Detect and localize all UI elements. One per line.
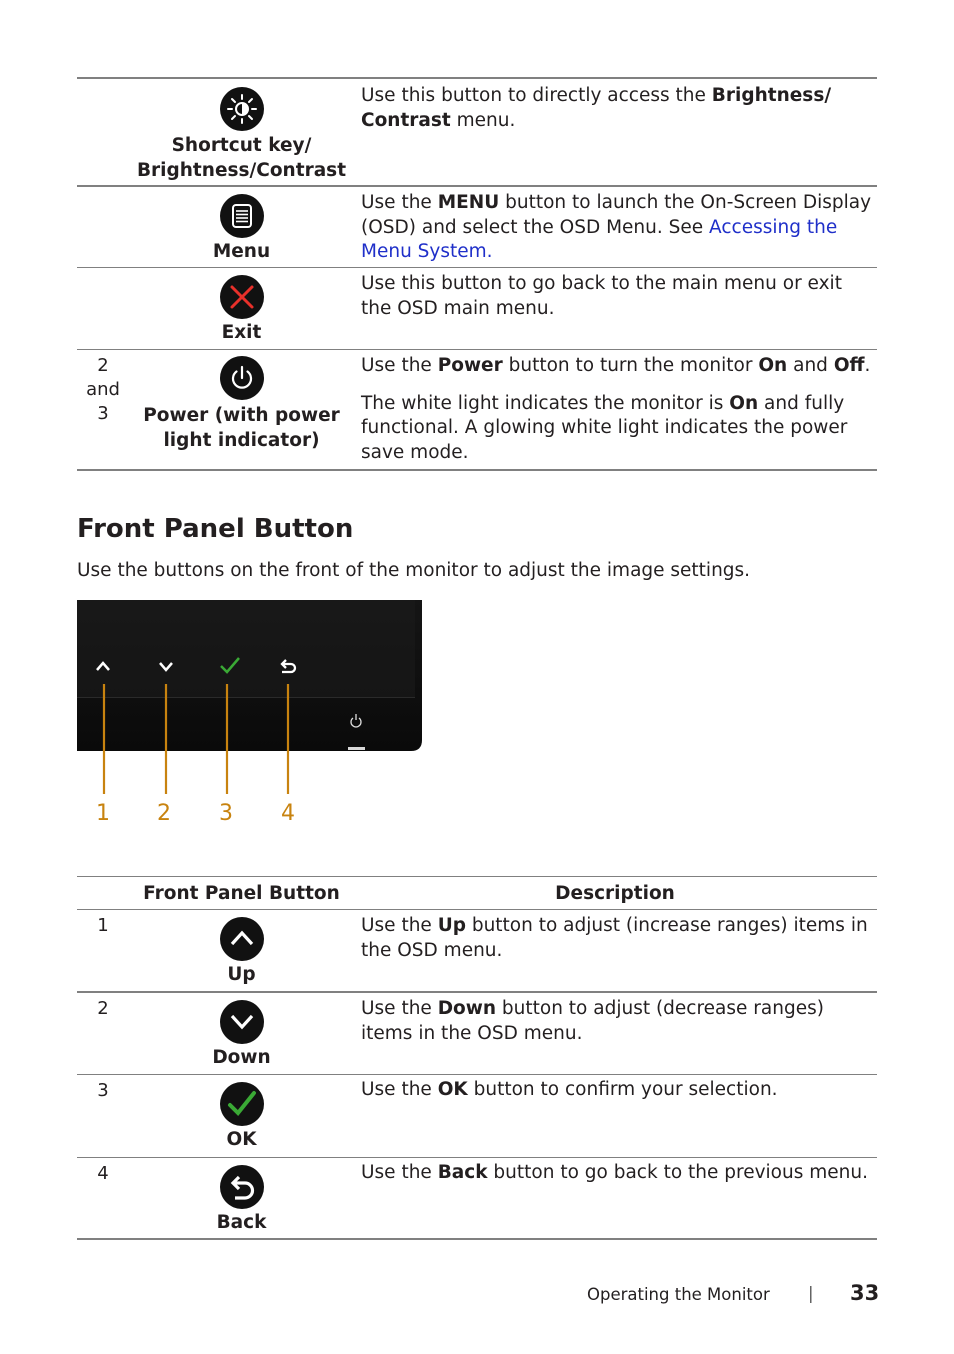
row-description: Use this button to go back to the main menu or exit the OSD main menu. xyxy=(361,273,842,319)
button-label: Power (with power light indicator) xyxy=(143,405,340,451)
callout-3: 3 xyxy=(219,801,233,826)
row-description: Use the Power button to turn the monitor On and Off. The white light indicates the monitor is On and fully functional. A glowing white light indicates the power save mode. xyxy=(361,355,871,463)
row-description: Use the Down button to adjust (decrease ranges) items in the OSD menu. xyxy=(361,998,824,1044)
row-number: 1 xyxy=(97,915,109,936)
table-row xyxy=(77,267,877,349)
table-row xyxy=(77,993,877,1075)
table-row xyxy=(77,185,877,267)
menu-icon xyxy=(219,193,265,239)
power-icon xyxy=(219,355,265,401)
row-description: Use the Up button to adjust (increase ranges) items in the OSD menu. xyxy=(361,915,868,961)
page-number: 33 xyxy=(850,1281,880,1305)
button-label: Exit xyxy=(221,322,262,343)
callout-2: 2 xyxy=(157,801,171,826)
front-panel-table xyxy=(77,876,877,1240)
button-label: OK xyxy=(226,1129,257,1150)
button-label: Up xyxy=(227,964,256,985)
button-label: Menu xyxy=(212,241,271,262)
section-title: Front Panel Button xyxy=(77,514,354,544)
table-row xyxy=(77,1075,877,1158)
header-front-panel-button: Front Panel Button xyxy=(143,883,340,904)
top-button-table xyxy=(77,77,877,471)
front-panel-photo xyxy=(77,600,427,830)
row-description: Use the OK button to confirm your selection. xyxy=(361,1079,778,1100)
close-icon xyxy=(219,274,265,320)
table-row xyxy=(77,1158,877,1240)
menu-system-link[interactable]: Accessing the Menu System xyxy=(361,216,838,262)
table-row xyxy=(77,77,877,185)
callout-4: 4 xyxy=(281,801,295,826)
row-description: Use the Back button to go back to the previous menu. xyxy=(361,1162,868,1183)
header-description: Description xyxy=(555,883,675,904)
row-number: 3 xyxy=(97,1080,109,1101)
footer-separator: | xyxy=(808,1284,814,1303)
row-description: Use the MENU button to launch the On-Screen Display (OSD) and select the OSD Menu. See Accessing the Menu System. xyxy=(361,192,872,262)
checkmark-icon xyxy=(219,1081,265,1127)
back-arrow-icon xyxy=(219,1164,265,1210)
row-number: 2 xyxy=(97,998,109,1019)
button-label: Back xyxy=(216,1212,267,1233)
section-intro: Use the buttons on the front of the monitor to adjust the image settings. xyxy=(77,560,751,581)
row-description: Use this button to directly access the Brightness/ Contrast menu. xyxy=(361,85,832,131)
callout-1: 1 xyxy=(96,801,110,826)
chevron-up-icon xyxy=(219,916,265,962)
table-header xyxy=(77,876,877,910)
chevron-down-icon xyxy=(219,999,265,1045)
row-number: 2 and 3 xyxy=(86,355,120,424)
row-number: 4 xyxy=(97,1163,109,1184)
table-row xyxy=(77,349,877,471)
brightness-icon xyxy=(219,86,265,132)
button-label: Down xyxy=(212,1047,271,1068)
table-row xyxy=(77,910,877,993)
footer-section-name: Operating the Monitor xyxy=(587,1285,770,1304)
button-label: Shortcut key/ Brightness/Contrast xyxy=(136,135,347,181)
